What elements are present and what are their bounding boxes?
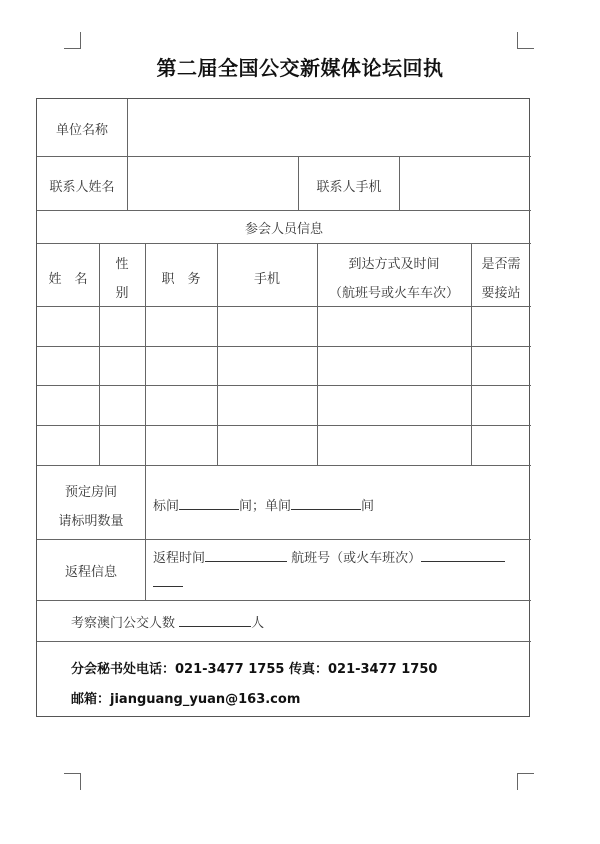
col-header-gender-1: 性 — [115, 257, 129, 272]
macau-visit-label: 考察澳门公交人数 — [71, 616, 176, 631]
return-info-label: 返程信息 — [64, 565, 117, 580]
secretariat-phone: 021-3477 1755 — [175, 662, 285, 677]
return-info-line — [153, 547, 505, 566]
contact-phone-field[interactable] — [400, 157, 530, 209]
col-header-arrival-1: 到达方式及时间 — [348, 257, 440, 272]
contact-name-field[interactable] — [128, 157, 297, 209]
attendee-row-3[interactable] — [38, 386, 530, 424]
macau-visit-line — [71, 612, 264, 631]
macau-visit-count-field[interactable] — [179, 614, 251, 627]
room-single-label: 间；单间 — [239, 499, 292, 514]
row-divider — [37, 243, 531, 244]
fax-label: 传真： — [288, 662, 328, 677]
crop-mark-bottom-left — [64, 773, 81, 790]
return-info-line-2 — [153, 574, 183, 591]
room-label-1: 预定房间 — [64, 485, 117, 500]
page-title: 第二届全国公交新媒体论坛回执 — [156, 56, 444, 80]
crop-mark-bottom-right — [517, 773, 534, 790]
attendee-row-2[interactable] — [38, 347, 530, 384]
attendee-row-4[interactable] — [38, 426, 530, 464]
attendee-info-heading: 参会人员信息 — [244, 222, 323, 237]
flight-no-label: 航班号（或火车班次） — [291, 551, 422, 566]
row-divider — [37, 600, 531, 601]
col-header-position: 职 务 — [161, 272, 201, 287]
contact-phone-label: 联系人手机 — [316, 180, 382, 195]
col-header-pickup-2: 要接站 — [481, 286, 521, 301]
attendee-row-1[interactable] — [38, 307, 530, 345]
email-label: 邮箱： — [71, 692, 111, 707]
row-divider — [37, 210, 531, 211]
col-header-mobile: 手机 — [253, 272, 280, 287]
room-standard-label: 标间 — [153, 499, 180, 514]
persons-label: 人 — [251, 616, 265, 631]
secretariat-phone-label: 分会秘书处电话： — [71, 662, 176, 677]
flight-no-field[interactable] — [421, 549, 505, 562]
col-header-name: 姓 名 — [48, 272, 88, 287]
room-label-2: 请标明数量 — [58, 514, 124, 529]
row-divider — [37, 539, 531, 540]
contact-name-label: 联系人姓名 — [49, 180, 115, 195]
email-line — [71, 688, 300, 707]
crop-mark-top-left — [64, 32, 81, 49]
return-time-label: 返程时间 — [153, 551, 206, 566]
col-header-gender-2: 别 — [115, 286, 129, 301]
single-room-count-field[interactable] — [291, 497, 361, 510]
row-divider — [37, 641, 531, 642]
org-name-field[interactable] — [128, 100, 530, 155]
crop-mark-top-right — [517, 32, 534, 49]
reply-form-table — [36, 98, 530, 717]
standard-room-count-field[interactable] — [179, 497, 239, 510]
room-booking-line — [153, 495, 374, 514]
return-time-field[interactable] — [205, 549, 287, 562]
contact-phone-line — [71, 658, 437, 677]
org-name-label: 单位名称 — [55, 123, 108, 138]
room-end-label: 间 — [361, 499, 375, 514]
row-divider — [37, 465, 531, 466]
flight-no-field-continued[interactable] — [153, 574, 183, 587]
col-header-pickup-1: 是否需 — [481, 257, 521, 272]
col-header-arrival-2: （航班号或火车车次） — [328, 286, 459, 301]
email-address: jianguang_yuan@163.com — [110, 692, 301, 707]
fax-number: 021-3477 1750 — [327, 662, 438, 677]
